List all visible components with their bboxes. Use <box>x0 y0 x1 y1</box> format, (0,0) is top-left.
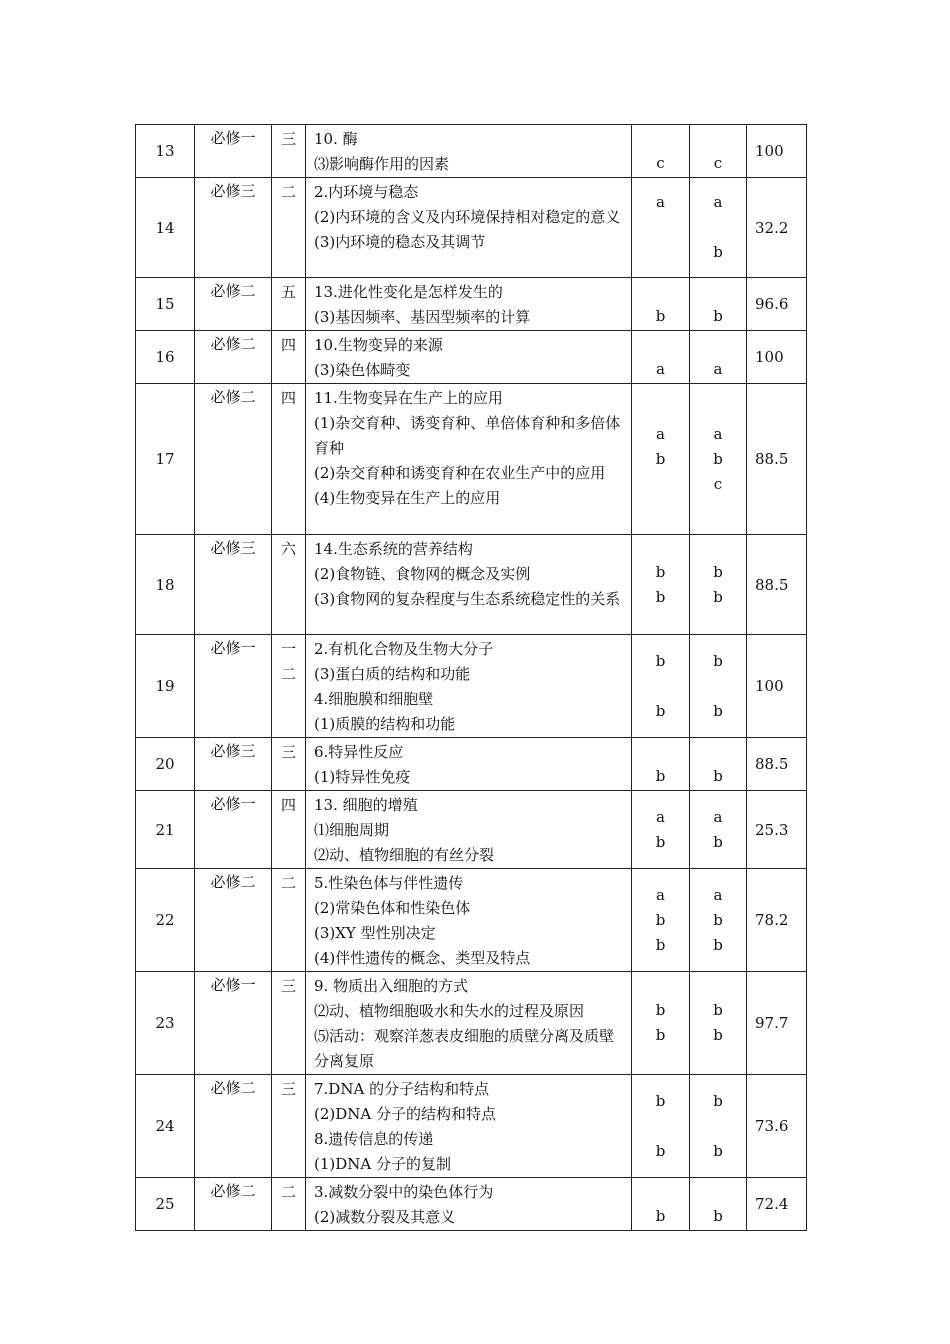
level-value <box>632 332 689 357</box>
table-row <box>136 972 807 1075</box>
topic-line: (1)质膜的结构和功能 <box>314 715 456 733</box>
requirement-level-a <box>632 331 690 384</box>
level-value: b <box>655 307 666 325</box>
level-value <box>690 674 746 699</box>
level-value <box>690 1179 746 1204</box>
chapter-cell <box>272 635 306 738</box>
chapter-cell <box>272 384 306 535</box>
topic-line: (2)减数分裂及其意义 <box>314 1208 456 1226</box>
chapter-number: 二 <box>280 183 296 201</box>
requirement-level-a <box>632 278 690 331</box>
topic-line: (3)染色体畸变 <box>314 361 411 379</box>
chapter-cell <box>272 125 306 178</box>
level-value: c <box>656 154 665 172</box>
score-rate: 88.5 <box>747 738 807 791</box>
requirement-level-b <box>690 125 747 178</box>
chapter-cell <box>272 738 306 791</box>
row-number: 13 <box>136 125 195 178</box>
table-row <box>136 635 807 738</box>
chapter-cell <box>272 791 306 869</box>
level-value: b <box>713 587 723 606</box>
topic-line: (1)特异性免疫 <box>314 768 411 786</box>
level-value: b <box>713 1001 723 1019</box>
level-value <box>690 279 746 304</box>
level-value: a <box>656 360 665 378</box>
table-row <box>136 1178 807 1231</box>
topic-line: ⑸活动：观察洋葱表皮细胞的质壁分离及质壁分离复原 <box>314 1027 615 1070</box>
topic-line: (3)蛋白质的结构和功能 <box>314 665 471 683</box>
requirement-level-a <box>632 972 690 1075</box>
topic-line: (3)XY 型性别决定 <box>314 924 436 942</box>
level-value <box>632 472 689 497</box>
requirement-level-b <box>690 178 747 278</box>
chapter-number: 二 <box>280 1183 296 1201</box>
level-value: a <box>713 885 723 904</box>
topic-cell <box>306 635 632 738</box>
topic-line: (2)DNA 分子的结构和特点 <box>314 1105 497 1123</box>
score-rate: 100 <box>747 331 807 384</box>
table-row <box>136 869 807 972</box>
topic-line: (2)常染色体和性染色体 <box>314 899 471 917</box>
topic-line: ⑵动、植物细胞的有丝分裂 <box>314 846 495 864</box>
level-value: b <box>713 935 723 954</box>
level-value: c <box>713 154 723 172</box>
score-rate: 73.6 <box>747 1075 807 1178</box>
level-value: b <box>655 651 666 670</box>
chapter-cell <box>272 278 306 331</box>
level-value: c <box>713 474 723 493</box>
table-row <box>136 1075 807 1178</box>
topic-cell <box>306 125 632 178</box>
table-row <box>136 384 807 535</box>
level-value <box>690 215 746 240</box>
row-number: 23 <box>136 972 195 1075</box>
requirement-level-a <box>632 384 690 535</box>
chapter-cell <box>272 178 306 278</box>
module-name: 必修三 <box>195 178 272 278</box>
level-value <box>632 1114 689 1139</box>
level-value: a <box>656 193 665 211</box>
requirement-level-b <box>690 1075 747 1178</box>
topic-line: (3)食物网的复杂程度与生态系统稳定性的关系 <box>314 590 621 608</box>
topic-cell <box>306 972 632 1075</box>
level-value: b <box>713 243 723 261</box>
level-value: b <box>655 1001 666 1019</box>
topic-line: (3)基因频率、基因型频率的计算 <box>314 308 531 326</box>
table-row <box>136 331 807 384</box>
requirement-level-b <box>690 869 747 972</box>
topic-line: 4.细胞膜和细胞壁 <box>314 690 434 708</box>
level-value: b <box>713 701 723 720</box>
requirement-level-a <box>632 738 690 791</box>
level-value <box>632 126 689 151</box>
topic-line: (4)伴性遗传的概念、类型及特点 <box>314 949 531 967</box>
requirement-level-b <box>690 972 747 1075</box>
score-rate: 97.7 <box>747 972 807 1075</box>
table-row <box>136 535 807 635</box>
requirement-level-b <box>690 384 747 535</box>
chapter-number: 四 <box>280 796 296 814</box>
chapter-cell <box>272 1178 306 1231</box>
topic-line: ⑵动、植物细胞吸水和失水的过程及原因 <box>314 1002 585 1020</box>
module-name: 必修一 <box>195 635 272 738</box>
table-row <box>136 738 807 791</box>
topic-line: (4)生物变异在生产上的应用 <box>314 489 501 507</box>
topic-cell <box>306 178 632 278</box>
module-name: 必修一 <box>195 791 272 869</box>
requirement-level-b <box>690 791 747 869</box>
topic-line: 6.特异性反应 <box>314 743 404 761</box>
topic-line: 2.有机化合物及生物大分子 <box>314 640 494 658</box>
module-name: 必修二 <box>195 1075 272 1178</box>
requirement-level-b <box>690 535 747 635</box>
level-value <box>632 674 689 699</box>
topic-line: (3)内环境的稳态及其调节 <box>314 233 486 251</box>
topic-cell <box>306 278 632 331</box>
table-row <box>136 278 807 331</box>
level-value <box>632 1179 689 1204</box>
topic-cell <box>306 1178 632 1231</box>
row-number: 17 <box>136 384 195 535</box>
chapter-cell <box>272 1075 306 1178</box>
row-number: 21 <box>136 791 195 869</box>
module-name: 必修二 <box>195 1178 272 1231</box>
chapter-cell <box>272 972 306 1075</box>
module-name: 必修二 <box>195 331 272 384</box>
level-value: b <box>713 562 723 581</box>
level-value: a <box>713 360 723 378</box>
chapter-number: 四 <box>280 389 296 407</box>
level-value: b <box>655 1091 666 1110</box>
level-value: a <box>713 424 723 443</box>
requirement-level-a <box>632 1178 690 1231</box>
requirement-level-a <box>632 635 690 738</box>
table-row <box>136 791 807 869</box>
module-name: 必修一 <box>195 972 272 1075</box>
level-value <box>632 215 689 240</box>
level-value: a <box>713 193 723 211</box>
level-value <box>632 739 689 764</box>
chapter-number: 六 <box>280 540 296 558</box>
level-value: b <box>655 767 666 785</box>
level-value <box>632 279 689 304</box>
syllabus-table <box>135 124 807 1231</box>
level-value: b <box>655 910 666 929</box>
module-name: 必修二 <box>195 278 272 331</box>
chapter-number: 四 <box>280 336 296 354</box>
topic-line: (2)食物链、食物网的概念及实例 <box>314 565 531 583</box>
chapter-number: 一 <box>280 640 296 658</box>
level-value: b <box>713 1091 723 1110</box>
level-value: b <box>713 832 723 851</box>
score-rate: 100 <box>747 635 807 738</box>
topic-line: ⑴细胞周期 <box>314 821 390 839</box>
score-rate: 100 <box>747 125 807 178</box>
level-value: b <box>655 1207 666 1225</box>
requirement-level-a <box>632 791 690 869</box>
topic-cell <box>306 738 632 791</box>
requirement-level-b <box>690 1178 747 1231</box>
level-value <box>632 240 689 265</box>
level-value: b <box>655 935 666 954</box>
requirement-level-b <box>690 635 747 738</box>
level-value: b <box>713 651 723 670</box>
topic-cell <box>306 791 632 869</box>
topic-cell <box>306 384 632 535</box>
level-value: b <box>713 307 723 325</box>
row-number: 19 <box>136 635 195 738</box>
row-number: 25 <box>136 1178 195 1231</box>
row-number: 22 <box>136 869 195 972</box>
topic-cell <box>306 331 632 384</box>
requirement-level-a <box>632 1075 690 1178</box>
row-number: 20 <box>136 738 195 791</box>
score-rate: 78.2 <box>747 869 807 972</box>
table-body <box>136 125 807 1231</box>
chapter-cell <box>272 535 306 635</box>
score-rate: 88.5 <box>747 535 807 635</box>
topic-line: 5.性染色体与伴性遗传 <box>314 874 464 892</box>
level-value: b <box>713 1026 723 1044</box>
chapter-number: 三 <box>280 743 296 761</box>
level-value: b <box>655 1026 666 1044</box>
level-value: b <box>655 562 666 581</box>
module-name: 必修三 <box>195 535 272 635</box>
topic-line: 13.进化性变化是怎样发生的 <box>314 283 503 301</box>
level-value <box>690 739 746 764</box>
requirement-level-a <box>632 535 690 635</box>
level-value <box>690 1114 746 1139</box>
topic-line: 2.内环境与稳态 <box>314 183 419 201</box>
level-value: b <box>713 1207 723 1225</box>
chapter-number: 五 <box>280 283 296 301</box>
topic-line: (2)内环境的含义及内环境保持相对稳定的意义 <box>314 208 621 226</box>
level-value: b <box>713 1141 723 1160</box>
score-rate: 96.6 <box>747 278 807 331</box>
row-number: 16 <box>136 331 195 384</box>
row-number: 24 <box>136 1075 195 1178</box>
topic-line: 14.生态系统的营养结构 <box>314 540 473 558</box>
requirement-level-a <box>632 125 690 178</box>
topic-line: 11.生物变异在生产上的应用 <box>314 389 503 407</box>
topic-line: (1)DNA 分子的复制 <box>314 1155 452 1173</box>
topic-cell <box>306 1075 632 1178</box>
level-value: b <box>713 767 723 785</box>
requirement-level-b <box>690 738 747 791</box>
requirement-level-a <box>632 869 690 972</box>
score-rate: 32.2 <box>747 178 807 278</box>
table-row <box>136 125 807 178</box>
topic-line: 13. 细胞的增殖 <box>314 796 418 814</box>
topic-line: 10. 酶 <box>314 130 358 148</box>
chapter-number: 三 <box>280 1080 296 1098</box>
chapter-number: 三 <box>280 130 296 148</box>
chapter-number: 二 <box>280 874 296 892</box>
score-rate: 88.5 <box>747 384 807 535</box>
requirement-level-a <box>632 178 690 278</box>
level-value: a <box>713 807 723 826</box>
requirement-level-b <box>690 278 747 331</box>
level-value: b <box>713 910 723 929</box>
row-number: 18 <box>136 535 195 635</box>
topic-line: 9. 物质出入细胞的方式 <box>314 977 469 995</box>
topic-line: ⑶影响酶作用的因素 <box>314 155 450 173</box>
topic-cell <box>306 869 632 972</box>
score-rate: 25.3 <box>747 791 807 869</box>
topic-line: (2)杂交育种和诱变育种在农业生产中的应用 <box>314 464 606 482</box>
topic-line: 10.生物变异的来源 <box>314 336 443 354</box>
chapter-number: 二 <box>280 665 296 683</box>
requirement-level-b <box>690 331 747 384</box>
level-value: b <box>655 701 666 720</box>
chapter-number: 三 <box>280 977 296 995</box>
topic-cell <box>306 535 632 635</box>
level-value <box>690 332 746 357</box>
level-value: a <box>656 807 665 826</box>
chapter-cell <box>272 331 306 384</box>
topic-line: 7.DNA 的分子结构和特点 <box>314 1080 490 1098</box>
module-name: 必修三 <box>195 738 272 791</box>
level-value: a <box>656 424 665 443</box>
level-value <box>690 126 746 151</box>
topic-line: 8.遗传信息的传递 <box>314 1130 434 1148</box>
topic-line: (1)杂交育种、诱变育种、单倍体育种和多倍体育种 <box>314 414 621 457</box>
row-number: 15 <box>136 278 195 331</box>
score-rate: 72.4 <box>747 1178 807 1231</box>
level-value: b <box>655 587 666 606</box>
level-value: a <box>656 885 665 904</box>
module-name: 必修二 <box>195 869 272 972</box>
level-value: b <box>655 449 666 468</box>
topic-line: 3.减数分裂中的染色体行为 <box>314 1183 494 1201</box>
module-name: 必修二 <box>195 384 272 535</box>
chapter-cell <box>272 869 306 972</box>
row-number: 14 <box>136 178 195 278</box>
level-value: b <box>655 832 666 851</box>
table-row <box>136 178 807 278</box>
level-value: b <box>713 449 723 468</box>
module-name: 必修一 <box>195 125 272 178</box>
level-value: b <box>655 1141 666 1160</box>
